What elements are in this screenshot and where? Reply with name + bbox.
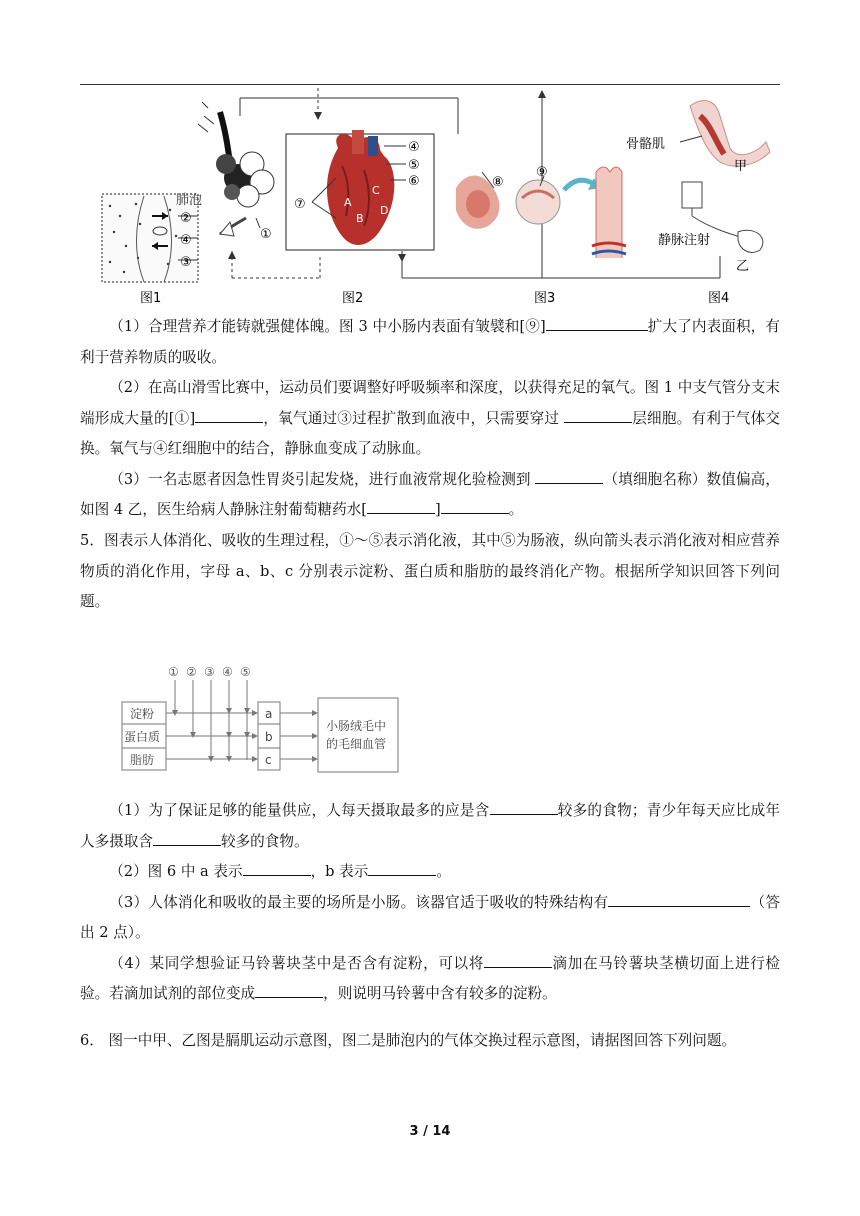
fig1-caption: 图1	[140, 291, 162, 306]
heart-letter-a: A	[344, 196, 352, 209]
q5-digestion-svg	[120, 662, 410, 774]
q5-part4	[80, 949, 780, 1010]
q5-part2-text-c: 。	[436, 863, 451, 880]
fig1-marker-3: ③	[180, 255, 192, 270]
fig3-caption: 图3	[534, 291, 556, 306]
fig1-marker-4: ④	[180, 233, 192, 248]
fig2-marker-7: ⑦	[294, 197, 306, 212]
fig4-arm	[690, 101, 770, 167]
q5-part2	[80, 857, 780, 888]
q4-part2-text-b: ，氧气通过③过程扩散到血液中，只需要穿过	[263, 409, 560, 427]
fig1-label-alveolus: 肺泡	[176, 193, 203, 208]
q5-part4-text-a: （4）某同学想验证马铃薯块茎中是否含有淀粉，可以将	[109, 954, 484, 972]
target-line-1: 小肠绒毛中	[326, 719, 387, 733]
fig4-label-jia: 甲	[734, 159, 748, 174]
q4-part1-blank[interactable]	[546, 315, 648, 331]
q5-part1-text-c: 较多的食物。	[220, 832, 309, 850]
q5-questions	[80, 796, 780, 1010]
fig2-marker-6: ⑥	[408, 174, 420, 189]
fig2-caption: 图2	[342, 291, 364, 306]
fig4-label-yi: 乙	[736, 259, 750, 274]
q5-part4-blank-1[interactable]	[484, 951, 552, 967]
q5-part1-text-b: 较多的食物；青少年每天应比成年人多摄取含	[80, 802, 780, 850]
q4-part3-text-c: ]	[434, 501, 441, 518]
header-rule	[80, 84, 780, 85]
juice-5: ⑤	[240, 665, 251, 679]
fig2-marker-4: ④	[408, 140, 420, 155]
q5-part2-blank-2[interactable]	[368, 860, 436, 876]
q5-part3-text-a: （3）人体消化和吸收的最主要的场所是小肠。该器官适于吸收的特殊结构有	[109, 893, 609, 911]
q6-intro: 6． 图一中甲、乙图是膈肌运动示意图，图二是肺泡内的气体交换过程示意图，请据图回答下列问题。	[80, 1032, 737, 1049]
q5-part1-text-a: （1）为了保证足够的能量供应，人每天摄取最多的应是含	[109, 802, 490, 819]
q4-part1-text-a: （1）合理营养才能铸就强健体魄。图 3 中小肠内表面有皱襞和[⑨]	[109, 318, 546, 335]
q5-part2-text-b: ，b 表示	[310, 863, 369, 880]
q5-part4-text-b: 滴加在马铃薯块茎横切面上进行检验。若滴加试剂的部位变成	[80, 954, 780, 1002]
q4-part2	[80, 373, 780, 465]
juice-2: ②	[186, 665, 197, 679]
q4-part3-text-a: （3）一名志愿者因急性胃炎引起发烧，进行血液常规化验检测到	[109, 470, 531, 488]
juice-1: ①	[168, 665, 179, 679]
q4-part3-blank-2[interactable]	[367, 498, 435, 514]
q5-intro-block	[80, 526, 780, 618]
q6-intro-block	[80, 1026, 780, 1057]
juice-3: ③	[204, 665, 215, 679]
q5-part2-blank-1[interactable]	[243, 860, 311, 876]
q4-part3-text-d: 。	[508, 501, 524, 518]
heart-letter-d: D	[380, 204, 389, 217]
q4-part1	[80, 312, 780, 373]
q5-part4-text-c: ，则说明马铃薯中含有较多的淀粉。	[323, 985, 557, 1002]
product-a: a	[265, 707, 273, 721]
q4-part3	[80, 465, 780, 526]
q4-part3-text-b: （填细胞名称）数值偏高，如图 4 乙，医生给病人静脉注射葡萄糖药水[	[80, 470, 780, 518]
nutrient-protein: 蛋白质	[124, 730, 161, 744]
figure-strip-svg	[80, 86, 780, 308]
q5-part3-text-b: （答出 2 点）。	[80, 893, 780, 941]
fig4-label-skeletal-muscle: 骨骼肌	[626, 137, 666, 152]
product-c: c	[265, 753, 272, 767]
page-number: 3 / 14	[409, 1124, 451, 1139]
q5-digestion-diagram	[120, 662, 410, 774]
fig3-intestine	[456, 167, 626, 258]
q5-intro: 5．图表示人体消化、吸收的生理过程，①～⑤表示消化液，其中⑤为肠液，纵向箭头表示消化液对相应营养物质的消化作用，字母 a、b、c 分别表示淀粉、蛋白质和脂肪的最终消化产物。根据所学知识回答下列问题。	[80, 532, 780, 610]
fig1-marker-1: ①	[260, 227, 272, 242]
fig4-caption: 图4	[708, 291, 730, 306]
q4-part2-blank-2[interactable]	[564, 406, 632, 422]
fig1-lungs	[198, 102, 274, 236]
q5-part1	[80, 796, 780, 857]
target-line-2: 的毛细血管	[326, 737, 387, 751]
nutrient-starch: 淀粉	[130, 707, 155, 721]
nutrient-fat: 脂肪	[130, 753, 155, 767]
q4-part2-text-c: 层细胞。有利于气体交换。氧气与④红细胞中的结合，静脉血变成了动脉血。	[80, 409, 780, 457]
fig1-marker-2: ②	[180, 211, 192, 226]
q5-part3	[80, 888, 780, 949]
fig4-label-iv: 静脉注射	[658, 233, 711, 248]
juice-4: ④	[222, 665, 233, 679]
q5-part2-text-a: （2）图 6 中 a 表示	[109, 863, 243, 880]
q4-part3-blank-1[interactable]	[535, 467, 603, 483]
q4-block	[80, 312, 780, 526]
q5-part3-blank[interactable]	[608, 890, 750, 906]
figure-strip	[80, 86, 780, 308]
q5-part4-blank-2[interactable]	[255, 982, 323, 998]
fig3-marker-8: ⑧	[492, 175, 504, 190]
q4-part2-text-a: （2）在高山滑雪比赛中，运动员们要调整好呼吸频率和深度，以获得充足的氧气。图 1 中支气管分支末端形成大量的[①]	[80, 379, 780, 427]
heart-letter-c: C	[372, 184, 380, 197]
fig3-marker-9: ⑨	[536, 165, 548, 180]
q4-part2-blank-1[interactable]	[195, 406, 263, 422]
heart-letter-b: B	[356, 212, 364, 225]
q4-part1-text-b: 扩大了内表面积，有利于营养物质的吸收。	[80, 318, 780, 366]
q5-part1-blank-2[interactable]	[153, 829, 221, 845]
q5-part1-blank-1[interactable]	[490, 799, 558, 815]
fig2-marker-5: ⑤	[408, 158, 420, 173]
q4-part3-blank-3[interactable]	[441, 498, 509, 514]
product-b: b	[265, 730, 273, 744]
